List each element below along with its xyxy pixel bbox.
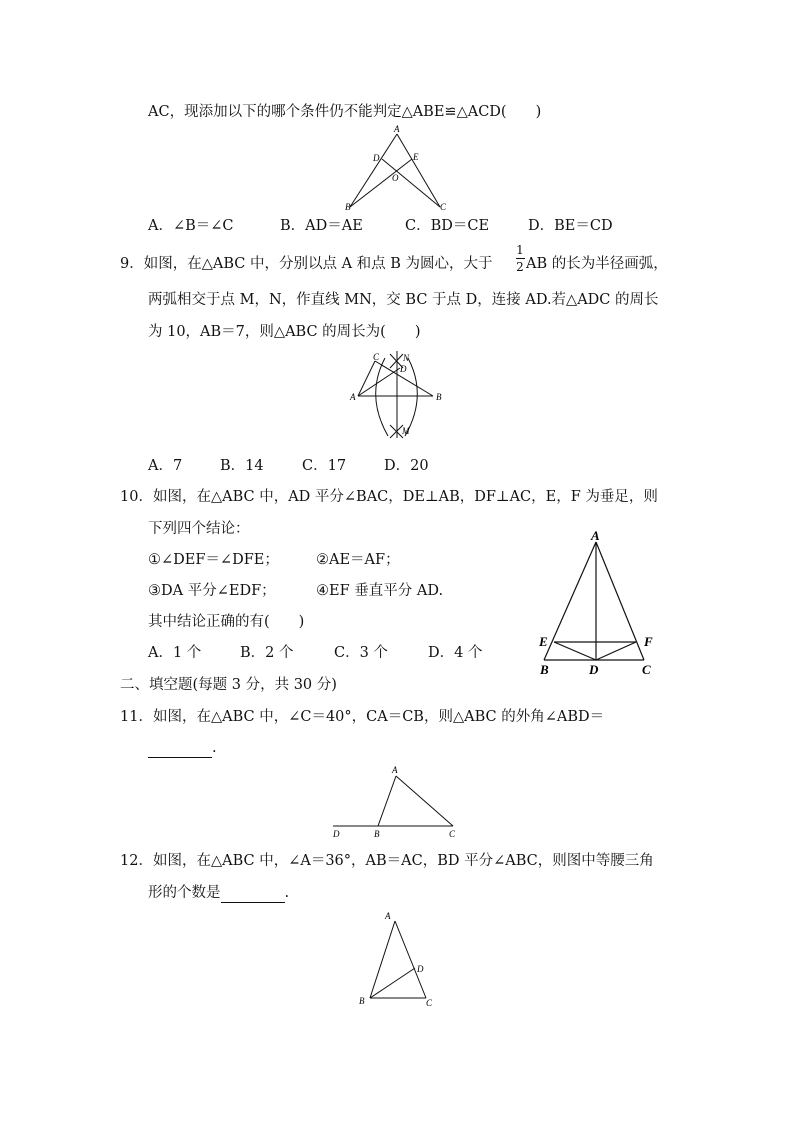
q12-answer-blank[interactable]: [221, 888, 285, 903]
q12-label-c: C: [426, 998, 433, 1008]
q9-line3: 为 10，AB＝7，则△ABC 的周长为( ): [148, 324, 421, 340]
q10-label-d: D: [589, 662, 599, 677]
q9-line1-b: AB 的长为半径画弧，: [526, 256, 668, 272]
section-heading: 二、填空题(每题 3 分，共 30 分): [120, 677, 337, 693]
q10-conclusion-4: ④EF 垂直平分 AD.: [316, 583, 444, 599]
q10-label-b: B: [540, 662, 549, 677]
q9-option-a: A．7: [148, 458, 183, 474]
q8-label-o: O: [392, 173, 399, 183]
q12-line2-wrap: [148, 883, 289, 903]
q12-line1: 12．如图，在△ABC 中，∠A＝36°，AB＝AC，BD 平分∠ABC，则图中等腰三角: [120, 853, 654, 869]
q11-end: .: [212, 740, 217, 756]
q8-label-d: D: [373, 153, 380, 163]
q10-conclusion-1: ①∠DEF＝∠DFE；: [148, 552, 279, 568]
q9-label-b: B: [436, 392, 442, 402]
q10-conclusion-3: ③DA 平分∠EDF；: [148, 583, 276, 599]
q9-label-a: A: [350, 392, 356, 402]
q11-label-c: C: [449, 829, 456, 839]
q8-label-e: E: [413, 152, 419, 162]
q11-figure: [328, 762, 468, 842]
q12-figure: [352, 906, 442, 1010]
q8-option-d: D．BE＝CD: [528, 218, 613, 234]
q8-label-a: A: [394, 124, 400, 134]
q8-option-c: C．BD＝CE: [405, 218, 490, 234]
q11-line1: 11．如图，在△ABC 中，∠C＝40°，CA＝CB，则△ABC 的外角∠ABD＝: [120, 709, 605, 725]
q11-label-b: B: [374, 829, 380, 839]
q10-line2: 下列四个结论：: [148, 521, 250, 537]
q8-figure: [340, 122, 460, 214]
q9-frac-num: 1: [516, 243, 524, 257]
q10-option-c: C．3 个: [334, 645, 388, 661]
q9-label-n: N: [403, 353, 410, 363]
q10-label-e: E: [539, 634, 548, 649]
q10-option-a: A．1 个: [148, 645, 202, 661]
q10-ask: 其中结论正确的有( ): [148, 614, 305, 630]
q9-label-c: C: [373, 352, 380, 362]
q11-label-d: D: [333, 829, 340, 839]
q10-label-c: C: [642, 662, 651, 677]
q10-label-f: F: [644, 634, 653, 649]
q11-answer-line: [148, 738, 217, 758]
q11-answer-blank[interactable]: [148, 743, 212, 758]
q8-label-c: C: [440, 202, 447, 212]
q10-figure: [534, 526, 664, 680]
q10-option-d: D．4 个: [428, 645, 483, 661]
q10-line1: 10．如图，在△ABC 中，AD 平分∠BAC，DE⊥AB，DF⊥AC，E，F 为垂足，则: [120, 489, 658, 505]
q10-conclusion-2: ②AE＝AF；: [316, 552, 400, 568]
q9-option-d: D．20: [384, 458, 429, 474]
q8-label-b: B: [345, 202, 351, 212]
q10-option-b: B．2 个: [240, 645, 294, 661]
q12-end: .: [284, 885, 290, 901]
q12-label-d: D: [417, 964, 424, 974]
q8-option-b: B．AD＝AE: [280, 218, 363, 234]
q12-line2: 形的个数是: [148, 885, 221, 901]
q9-frac-den: 2: [516, 260, 524, 274]
q8-option-a: A．∠B＝∠C: [148, 218, 234, 234]
q9-label-m: M: [402, 426, 410, 436]
q12-label-b: B: [359, 996, 365, 1006]
q9-frac-bar: [516, 258, 525, 259]
q9-option-c: C．17: [302, 458, 347, 474]
q8-stem-tail: AC，现添加以下的哪个条件仍不能判定△ABE≌△ACD( ): [148, 104, 542, 120]
q9-option-b: B．14: [220, 458, 264, 474]
q11-label-a: A: [392, 765, 398, 775]
q9-figure: [345, 348, 455, 440]
q10-label-a: A: [591, 528, 600, 543]
q12-label-a: A: [385, 911, 391, 921]
q9-label-d: D: [400, 364, 407, 374]
q9-line1-a: 9．如图，在△ABC 中，分别以点 A 和点 B 为圆心，大于: [120, 256, 493, 272]
q9-line2: 两弧相交于点 M，N，作直线 MN，交 BC 于点 D，连接 AD.若△ADC 的周长: [148, 292, 659, 308]
